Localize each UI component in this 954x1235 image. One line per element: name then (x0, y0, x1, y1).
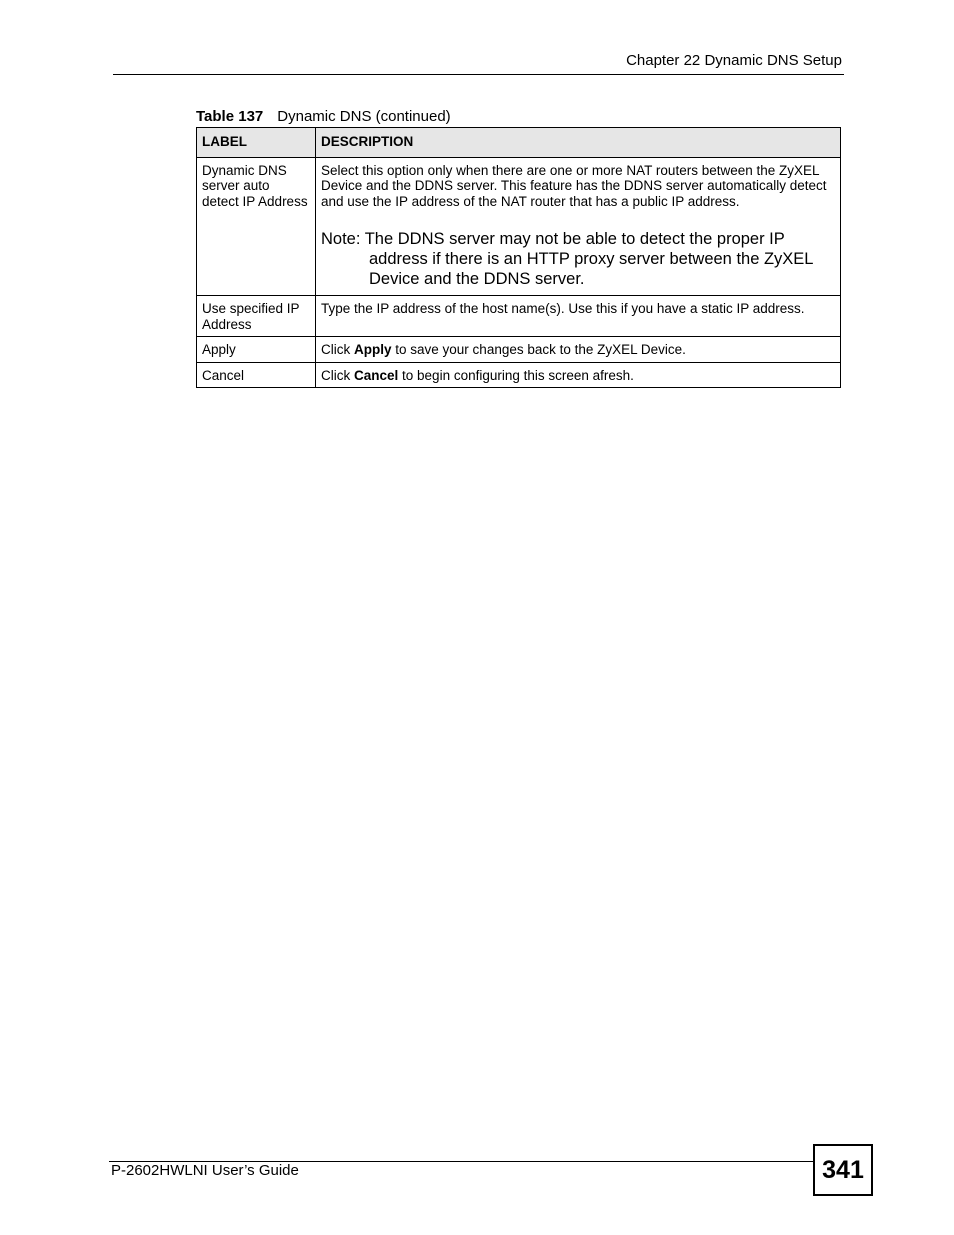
table-row (197, 362, 841, 388)
header-divider (113, 74, 844, 75)
guide-title: P-2602HWLNI User’s Guide (111, 1162, 299, 1179)
row-description (316, 362, 841, 388)
row-label: Cancel (197, 362, 316, 388)
apply-term: Apply (354, 342, 392, 357)
table-row (197, 157, 841, 296)
desc-suffix: to begin configuring this screen afresh. (398, 367, 634, 383)
desc-prefix: Click (321, 342, 354, 357)
table-row (197, 337, 841, 363)
header-label: LABEL (197, 128, 316, 158)
page-number: 341 (813, 1144, 873, 1196)
description-text: Select this option only when there are one or more NAT routers between the ZyXEL Device and the DDNS server. This feature has the DDNS server automatically detect and use the IP address of the NAT router that has a public IP address. (321, 162, 827, 209)
table-header-row (197, 128, 841, 158)
row-label: Dynamic DNS server auto detect IP Address (197, 157, 316, 296)
row-label: Apply (197, 337, 316, 363)
table-caption (196, 108, 451, 125)
note-text: Note: The DDNS server may not be able to detect the proper IP address if there is an HTTP proxy server between the ZyXEL Device and the DDNS server. (321, 230, 813, 288)
desc-suffix: to save your changes back to the ZyXEL Device. (391, 342, 686, 357)
desc-prefix: Click (321, 367, 354, 383)
chapter-header: Chapter 22 Dynamic DNS Setup (626, 52, 842, 69)
row-description (316, 157, 841, 296)
table-number: Table 137 (196, 108, 264, 125)
cancel-term: Cancel (354, 367, 399, 383)
header-description: DESCRIPTION (316, 128, 841, 158)
dynamic-dns-table (196, 127, 841, 388)
table-title: Dynamic DNS (continued) (277, 108, 451, 125)
row-description: Type the IP address of the host name(s). Use this if you have a static IP address. (316, 296, 841, 337)
table-row (197, 296, 841, 337)
row-label: Use specified IP Address (197, 296, 316, 337)
row-description (316, 337, 841, 363)
